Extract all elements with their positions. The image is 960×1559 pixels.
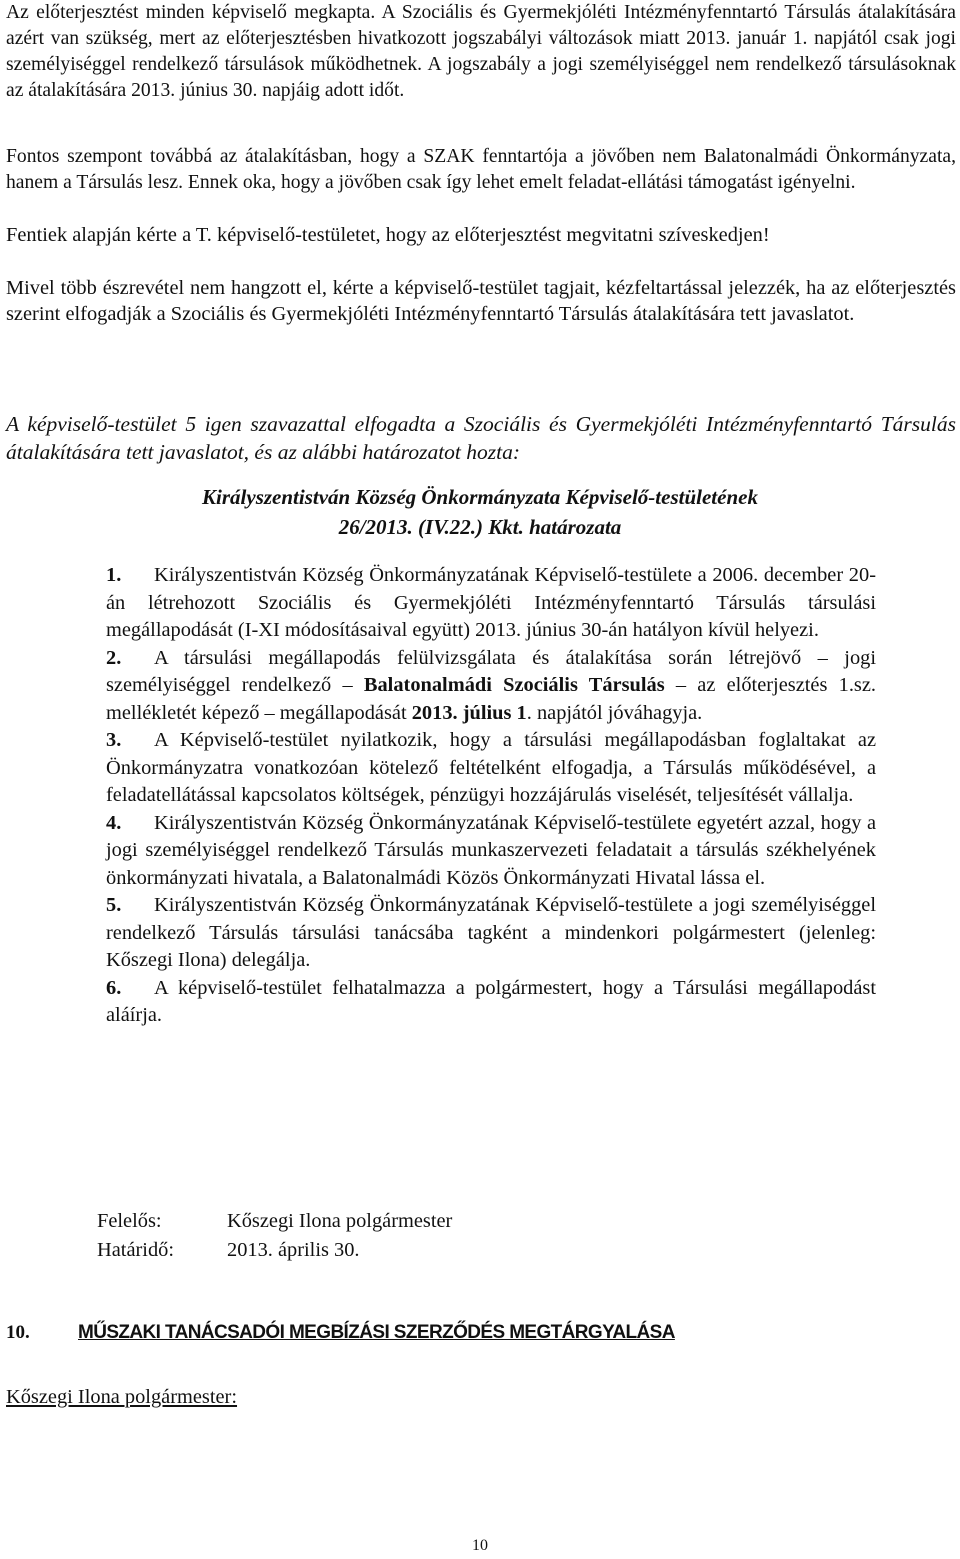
item-text: A társulási megállapodás felülvizsgálata és átalakítása során létrejövő – jogi személyiséggel rendelkező – xyxy=(106,646,876,696)
request-paragraph: Fentiek alapján kérte a T. képviselő-testületet, hogy az előterjesztést megvitatni szíveskedjen! xyxy=(6,224,770,246)
responsible-block xyxy=(97,1207,452,1265)
item-number: 3. xyxy=(106,729,122,751)
decision-item xyxy=(106,727,876,810)
responsible-value: Kőszegi Ilona polgármester xyxy=(227,1210,453,1232)
item-number: 4. xyxy=(106,811,122,834)
item-text: A Képviselő-testület nyilatkozik, hogy a társulási megállapodásban foglaltakat az Önkormányzatra vonatkozóan kötelező feltételként elfogadja, a Társulás működésével, a feladatellátással kapcsolatos költségek, pénzügyi hozzájárulás viselését, teljesítését vállalja. xyxy=(106,729,876,806)
decision-item xyxy=(106,975,876,1030)
szak-paragraph: Fontos szempont továbbá az átalakításban, hogy a SZAK fenntartója a jövőben nem Balatonalmádi Önkormányzata, hanem a Társulás lesz. Ennek oka, hogy a jövőben csak így lehet emelt feladat-ellátási támogatást igényelni. xyxy=(6,146,956,193)
item-text: Királyszentistván Község Önkormányzatának Képviselő-testülete egyetért azzal, hogy a jogi személyiséggel rendelkező Társulás munkaszervezeti feladatait a társulás székhelyének önkormányzati hivatala, a Balatonalmádi Közös Önkormányzati Hivatal lássa el. xyxy=(106,811,876,889)
section-heading xyxy=(6,1322,675,1344)
responsible-label: Felelős: xyxy=(97,1210,162,1232)
intro-paragraph: Az előterjesztést minden képviselő megkapta. A Szociális és Gyermekjóléti Intézményfenntartó Társulás átalakítására azért van szükség, mert az előterjesztésben hivatkozott jogszabályi változások miatt 2013. január 1. napjától csak jogi személyiséggel rendelkező társulások működhetnek. A jogszabály a jogi személyiséggel nem rendelkező társulásoknak az átalakítására 2013. június 30. napjáig adott időt. xyxy=(6,2,956,101)
item-text: Királyszentistván Község Önkormányzatának Képviselő-testülete a 2006. december 20-án létrehozott Szociális és Gyermekjóléti Intézményfenntartó Társulás társulási megállapodását (I-XI módosításaival együtt) 2013. június 30-án hatályon kívül helyezi. xyxy=(106,564,876,641)
item-number: 6. xyxy=(106,976,122,999)
decision-items xyxy=(106,562,876,1030)
deadline-value: 2013. április 30. xyxy=(227,1239,360,1261)
item-number: 1. xyxy=(106,564,122,586)
vote-request-paragraph: Mivel több észrevétel nem hangzott el, kérte a képviselő-testület tagjait, kézfeltartással jelezzék, ha az előterjesztés szerint elfogadják a Szociális és Gyermekjóléti Intézményfenntartó Társulás átalakítására tett javaslatot. xyxy=(6,277,956,325)
section-number: 10. xyxy=(6,1322,30,1343)
page-number: 10 xyxy=(472,1537,488,1554)
item-bold-date: 2013. július 1 xyxy=(411,701,527,724)
deadline-row xyxy=(97,1236,452,1265)
deadline-label: Határidő: xyxy=(97,1239,175,1261)
item-number: 5. xyxy=(106,894,122,916)
section-title: MŰSZAKI TANÁCSADÓI MEGBÍZÁSI SZERZŐDÉS MEGTÁRGYALÁSA xyxy=(78,1322,675,1343)
item-text: Királyszentistván Község Önkormányzatának Képviselő-testülete a jogi személyiséggel rendelkező Társulás társulási tanácsába tagként a mindenkori polgármestert (jelenleg: Kőszegi Ilona) delegálja. xyxy=(106,894,876,971)
item-text: . napjától jóváhagyja. xyxy=(526,701,703,724)
decision-number: 26/2013. (IV.22.) Kkt. határozata xyxy=(338,515,622,539)
decision-item xyxy=(106,562,876,645)
item-number: 2. xyxy=(106,646,122,669)
item-text: – az előterjesztés 1.sz. mellékletét képező – megállapodását xyxy=(106,674,876,724)
decision-item xyxy=(106,892,876,975)
item-text: A képviselő-testület felhatalmazza a polgármestert, hogy a Társulási megállapodást aláírja. xyxy=(106,976,876,1026)
speaker-label: Kőszegi Ilona polgármester: xyxy=(6,1386,238,1408)
vote-result-paragraph: A képviselő-testület 5 igen szavazattal elfogadta a Szociális és Gyermekjóléti Intézményfenntartó Társulás átalakítására tett javaslatot, és az alábbi határozatot hozta: xyxy=(6,412,956,464)
responsible-row xyxy=(97,1207,452,1236)
decision-heading: Királyszentistván Község Önkormányzata Képviselő-testületének xyxy=(202,485,758,509)
item-bold-text: Balatonalmádi Szociális Társulás xyxy=(363,674,665,696)
decision-item xyxy=(106,810,876,893)
decision-item xyxy=(106,645,876,728)
